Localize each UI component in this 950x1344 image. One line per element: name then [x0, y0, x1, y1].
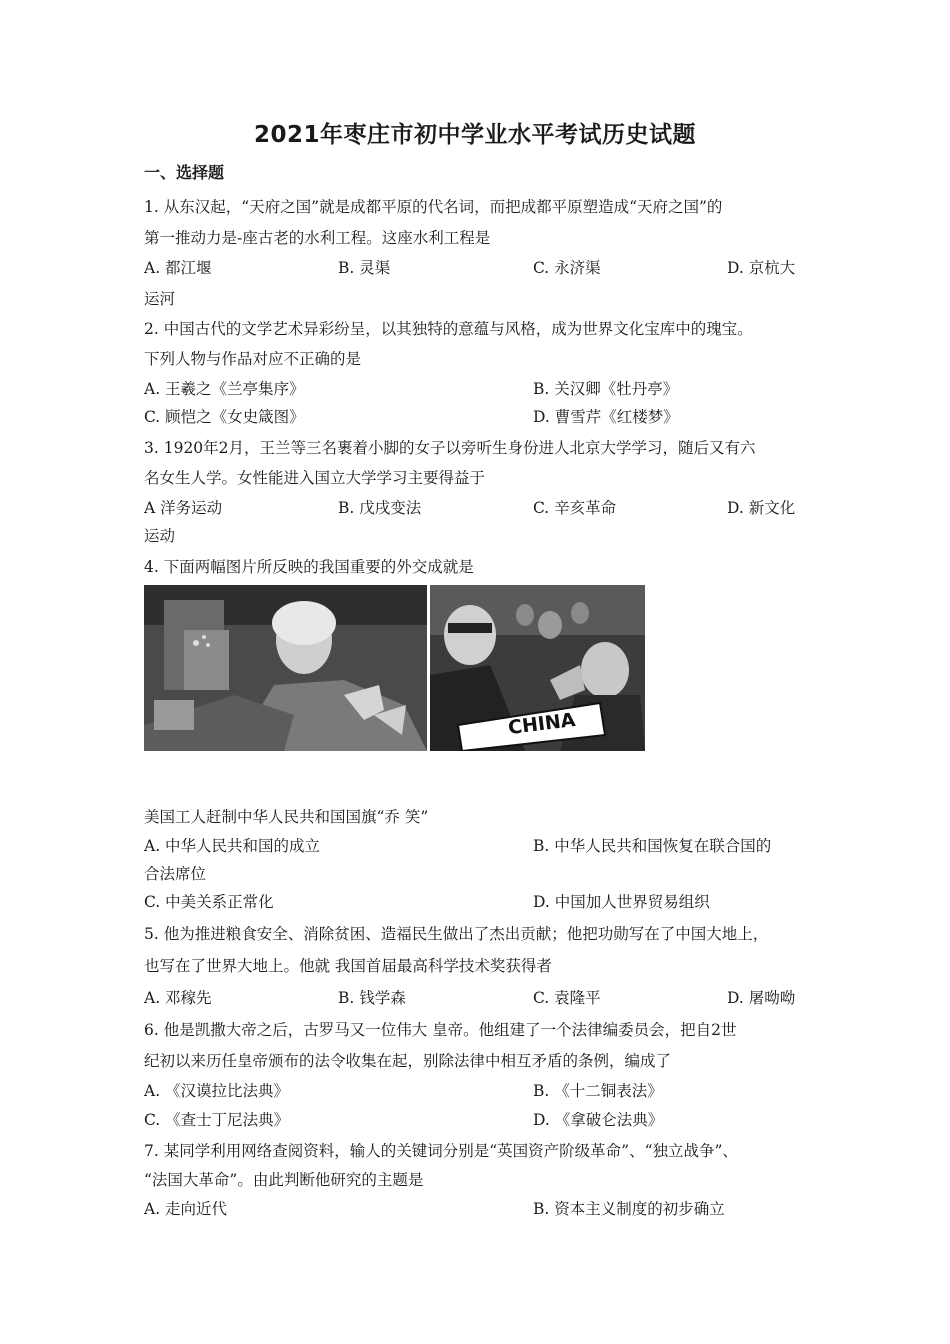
- q1-option-d: D. 京杭大: [727, 259, 796, 277]
- question-7-line-2: “法国大革命”。由此判断他研究的主题是: [144, 1171, 424, 1189]
- q4-option-b: B. 中华人民共和国恢复在联合国的: [533, 837, 772, 855]
- q6-option-c: C. 《查士丁尼法典》: [144, 1111, 290, 1129]
- q2-option-a: A. 王羲之《兰亭集序》: [144, 380, 305, 398]
- q2-option-d: D. 曹雪芹《红楼梦》: [533, 408, 679, 426]
- q1-option-d-continued: 运河: [144, 290, 176, 308]
- q2-option-b: B. 关汉卿《牡丹亭》: [533, 380, 679, 398]
- photo-un-delegation: [430, 585, 645, 751]
- q1-option-b: B. 灵渠: [338, 259, 391, 277]
- q7-option-a: A. 走向近代: [144, 1200, 228, 1218]
- question-2-line-1: 2. 中国古代的文学艺术异彩纷呈，以其独特的意蕴与风格，成为世界文化宝库中的瑰宝。: [144, 320, 753, 338]
- question-2-line-2: 下列人物与作品对应不正确的是: [144, 350, 362, 368]
- photo-flag-making: [144, 585, 427, 751]
- q6-option-b: B. 《十二铜表法》: [533, 1082, 663, 1100]
- question-5-line-1: 5. 他为推进粮食安全、消除贫困、造福民生做出了杰出贡献；他把功勋写在了中国大地上，: [144, 925, 769, 943]
- question-3-line-1: 3. 1920年2月，王兰等三名裹着小脚的女子以旁听生身份进人北京大学学习，随后又有六: [144, 439, 756, 457]
- q5-option-c: C. 袁隆平: [533, 989, 601, 1007]
- question-6-line-1: 6. 他是凯撒大帝之后，古罗马又一位伟大 皇帝。他组建了一个法律编委员会，把自2世: [144, 1021, 737, 1039]
- question-1-line-1: 1. 从东汉起，“天府之国”就是成都平原的代名词，而把成都平原塑造成“天府之国”的: [144, 198, 723, 216]
- q4-option-b-continued: 合法席位: [144, 865, 207, 883]
- question-6-line-2: 纪初以来历任皇帝颁布的法令收集在起，别除法律中相互矛盾的条例，编成了: [144, 1052, 672, 1070]
- q1-option-c: C. 永济渠: [533, 259, 601, 277]
- q6-option-a: A. 《汉谟拉比法典》: [144, 1082, 290, 1100]
- q4-option-c: C. 中美关系正常化: [144, 893, 274, 911]
- q3-option-b: B. 戊戌变法: [338, 499, 422, 517]
- q4-option-a: A. 中华人民共和国的成立: [144, 837, 321, 855]
- q3-option-d-continued: 运动: [144, 527, 176, 545]
- question-7-line-1: 7. 某同学利用网络查阅资料，输人的关键词分别是“英国资产阶级革命”、“独立战争”、: [144, 1142, 738, 1160]
- photo-caption: 美国工人赶制中华人民共和国国旗“乔 笑”: [144, 808, 429, 826]
- china-nameplate: CHINA: [506, 708, 577, 740]
- q6-option-d: D. 《拿破仑法典》: [533, 1111, 664, 1129]
- question-3-line-2: 名女生人学。女性能进入国立大学学习主要得益于: [144, 469, 486, 487]
- question-4-line-1: 4. 下面两幅图片所反映的我国重要的外交成就是: [144, 558, 474, 576]
- exam-title: 2021年枣庄市初中学业水平考试历史试题: [253, 122, 696, 148]
- q3-option-a: A 洋务运动: [144, 499, 223, 517]
- q3-option-c: C. 辛亥革命: [533, 499, 617, 517]
- question-1-line-2: 第一推动力是-座古老的水利工程。这座水利工程是: [144, 229, 491, 247]
- flag-making-image: [144, 585, 427, 751]
- section-heading: 一、选择题: [144, 163, 225, 182]
- q5-option-d: D. 屠呦呦: [727, 989, 796, 1007]
- q7-option-b: B. 资本主义制度的初步确立: [533, 1200, 725, 1218]
- q4-option-d: D. 中国加人世界贸易组织: [533, 893, 710, 911]
- q5-option-b: B. 钱学森: [338, 989, 406, 1007]
- q2-option-c: C. 顾恺之《女史箴图》: [144, 408, 305, 426]
- question-5-line-2: 也写在了世界大地上。他就 我国首届最高科学技术奖获得者: [144, 957, 552, 975]
- q5-option-a: A. 邓稼先: [144, 989, 212, 1007]
- q3-option-d: D. 新文化: [727, 499, 796, 517]
- q1-option-a: A. 都江堰: [144, 259, 212, 277]
